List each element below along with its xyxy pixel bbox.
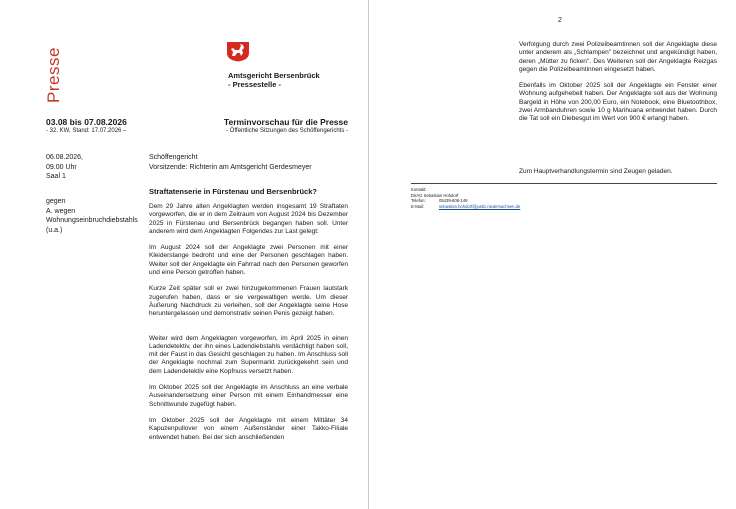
hearing-room: Saal 1: [46, 173, 66, 180]
body-paragraph: Kurze Zeit später soll er zwei hinzugekommenen Frauen lautstark zugerufen haben, dass er sie vergewaltigen werde. Um dieser Äußerung Nachdruck zu verleihen, soll der Angeklagte seine Hose heruntergelassen und demonstrativ seinen Penis gezeigt haben.: [149, 285, 348, 318]
case-description-continued: [519, 41, 717, 132]
hearing-time: 09.00 Uhr: [46, 163, 77, 171]
document-page-2: [369, 0, 736, 509]
body-paragraph: Weiter wird dem Angeklagten vorgeworfen, im April 2025 in einen Ladendetektiv, der ihn eines Ladendiebstahls verdächtigt haben soll, mit der Faust in das Gesicht geschlagen zu haben. Im Anschluss soll der Angeklagte nochmal zum Supermarkt zurückgekehrt sein und dem Ladendetektiv eine Kopfnuss versetzt haben.: [149, 334, 348, 375]
presse-vertical-label: Presse: [44, 47, 63, 103]
court-name: Amtsgericht Bersenbrück: [228, 71, 320, 80]
body-paragraph: Im August 2024 soll der Angeklagte zwei Personen mit einer Kleiderstange bedroht und eine der Personen geschlagen haben. Weiter soll der Angeklagte ein Fahrrad nach den Personen geworfen und eine Person getroffen haben.: [149, 244, 348, 277]
preview-title: Terminvorschau für die Presse: [223, 117, 348, 127]
hearing-meta: [46, 153, 83, 182]
email-label: E-Mail:: [411, 203, 425, 209]
body-paragraph: Im Oktober 2025 soll der Angeklagte im Anschluss an eine verbale Auseinandersetzung einer Person mit einem Einhandmesser eine Schnittwunde zugefügt haben.: [149, 384, 348, 408]
court-info: [149, 153, 312, 172]
witness-note: Zum Hauptverhandlungstermin sind Zeugen geladen.: [519, 168, 673, 175]
niedersachsen-horse-logo-icon: [226, 40, 250, 62]
body-paragraph: Verfolgung durch zwei Polizeibeamtinnen soll der Angeklagte diese unter anderem als „Schlampen" bezeichnet und angekündigt haben, deren „Mütter zu ficken". Des Weiteren soll der Angeklagte Reizgas gegen die Polizeibeamtinnen eingesetzt haben.: [519, 41, 717, 73]
body-paragraph: Im Oktober 2025 soll der Angeklagte mit einem Mittäter 34 Kapuzenpullover von einem Außenständer einer Takko-Filiale entwendet haben. Bei der sich anschließenden: [149, 416, 348, 441]
preview-subtitle: - Öffentliche Sitzungen des Schöffengerichts -: [226, 128, 348, 134]
body-paragraph: Dem 29 Jahre alten Angeklagten werden insgesamt 19 Straftaten vorgeworfen, die er in dem Zeitraum von August 2024 bis Dezember 2025 in Fürstenau und Bersenbrück begangen haben soll. Unter anderem wird dem Angeklagten Folgendes zur Last gelegt:: [149, 203, 348, 235]
press-office-label: - Pressestelle -: [228, 80, 281, 89]
case-description: [149, 203, 348, 450]
date-range: 03.08 bis 07.08.2026: [46, 117, 127, 127]
defendant-info: [46, 197, 138, 235]
week-info: - 32. KW, Stand: 17.07.2026 –: [46, 128, 127, 134]
contact-heading: Kontakt:: [411, 187, 427, 192]
page-number: 2: [558, 17, 562, 24]
contact-email-row: [411, 204, 520, 210]
presiding-judge: Vorsitzende: Richterin am Amtsgericht Gerdesmeyer: [149, 163, 312, 171]
defendant-line: A. wegen: [46, 207, 76, 215]
phone-label: Telefon:: [411, 198, 426, 203]
defendant-line: (u.a.): [46, 226, 63, 234]
hearing-date: 06.08.2026,: [46, 154, 83, 161]
body-paragraph: Ebenfalls im Oktober 2025 soll der Angeklagte ein Fenster einer Wohnung aufgehebelt haben. Der Angeklagte soll aus der Wohnung Bargeld in Höhe von 200,00 Euro, ein Notebook, eine Bluetoothbox, zwei Armbanduhren sowie 10 g Marihuana entwendet haben. Durch die Tat soll ein Diebesgut im Wert von 900 € erlangt haben.: [519, 82, 717, 123]
court-type: Schöffengericht: [149, 154, 198, 161]
contact-divider: [411, 183, 717, 184]
defendant-line: Wohnungseinbruchdiebstahls: [46, 217, 138, 224]
contact-name: DirAG Sebastian Hohdorf: [411, 192, 459, 198]
defendant-line: gegen: [46, 198, 66, 205]
email-link[interactable]: sebastian.hohdorf@justiz.niedersachsen.de: [439, 203, 521, 209]
contact-block: [411, 187, 520, 209]
case-headline: Straftatenserie in Fürstenau und Bersenbrück?: [149, 187, 317, 196]
phone-value: 05439-608-149: [439, 198, 468, 203]
